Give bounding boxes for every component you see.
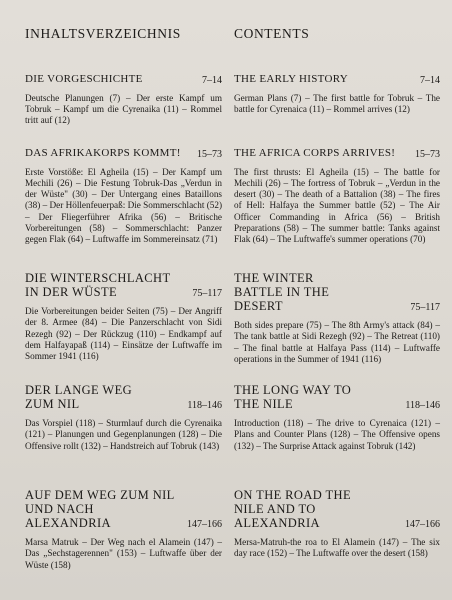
toc-entry — [234, 488, 440, 560]
toc-entry-pages: 118–146 — [405, 400, 440, 411]
toc-entry — [234, 147, 440, 246]
english-column — [234, 0, 440, 600]
toc-entry-title: DER LANGE WEG ZUM NIL — [25, 383, 133, 411]
toc-entry — [25, 383, 222, 452]
toc-entry-body: Mersa-Matruh-the roa to El Alamein (147) – The six day race (152) – The Luftwaffe over the desert (158) — [234, 537, 440, 559]
toc-entry-body: The first thrusts: El Agheila (15) – The battle for Mechili (26) – The fortress of Tobruk – „Verdun in the desert (30) – The death of a Battalion (38) – The fires of Hell: Halfaya the Summer battle (52) – The Air Officer Commanding in Africa (56) – British Preparations (58) – The summer battle: Tanks against Flak (64) – The Luftwaffe's summer operations (70) — [234, 166, 440, 245]
toc-entry-pages: 147–166 — [405, 519, 440, 530]
toc-entry-pages: 147–166 — [187, 519, 222, 530]
toc-entry-pages: 7–14 — [202, 74, 222, 86]
toc-entry-body: Marsa Matruk – Der Weg nach el Alamein (147) – Das „Sechstagerennen" (153) – Luftwaffe über der Wüste (158) — [25, 537, 222, 570]
toc-entry-pages: 75–117 — [410, 302, 440, 313]
toc-entry-body: Die Vorbereitungen beider Seiten (75) – Der Angriff der 8. Armee (84) – Die Panzerschlacht von Sidi Rezegh (92) – Der Rückzug (110) – Endkampf auf dem Halfayapaß (114) – Einsätze der Luftwaffe im Sommer 1941 (116) — [25, 306, 222, 362]
toc-entry — [25, 488, 222, 571]
toc-entry-title: THE WINTER BATTLE IN THE DESERT — [234, 271, 330, 313]
toc-entry-pages: 75–117 — [192, 288, 222, 299]
toc-entry-title: DIE WINTERSCHLACHT IN DER WÜSTE — [25, 271, 171, 299]
toc-entry — [234, 271, 440, 365]
toc-entry-title: ON THE ROAD THE NILE AND TO ALEXANDRIA — [234, 488, 351, 530]
toc-entry — [234, 383, 440, 452]
toc-entry-body: Deutsche Planungen (7) – Der erste Kampf um Tobruk – Kampf um die Cyrenaika (11) – Rommel tritt auf (12) — [25, 92, 222, 126]
toc-entry-body: Das Vorspiel (118) – Sturmlauf durch die Cyrenaika (121) – Planungen und Gegenplanungen (128) – Die Offensive rollt (132) – Handstreich auf Tobruk (143) — [25, 418, 222, 451]
german-heading: INHALTSVERZEICHNIS — [25, 26, 181, 41]
toc-entry-pages: 118–146 — [187, 400, 222, 411]
toc-entry-body: Erste Vorstöße: El Agheila (15) – Der Kampf um Mechili (26) – Die Festung Tobruk-Das „Verdun in der Wüste" (30) – Der Untergang eines Bataillons (38) – Der Höllenfeuerpaß: Die Sommerschlacht (52) – Der Fliegerführer Afrika (56) – Britische Vorbereitungen (58) – Sommerschlacht: Panzer gegen Flak (64) – Luftwaffe im Sommereinsatz (71) — [25, 166, 222, 245]
toc-entry-pages: 7–14 — [420, 74, 440, 86]
german-column — [25, 0, 222, 600]
toc-entry-title: AUF DEM WEG ZUM NIL UND NACH ALEXANDRIA — [25, 488, 175, 530]
toc-entry-pages: 15–73 — [197, 148, 222, 160]
toc-entry-title: THE EARLY HISTORY — [234, 73, 348, 85]
toc-entry-title: THE AFRICA CORPS ARRIVES! — [234, 147, 396, 159]
toc-entry-title: THE LONG WAY TO THE NILE — [234, 383, 352, 411]
toc-entry — [234, 73, 440, 115]
toc-entry — [25, 147, 222, 246]
toc-entry-body: Both sides prepare (75) – The 8th Army's attack (84) – The tank battle at Sidi Rezegh (92) – The Retreat (110) – The final battle at Halfaya Pass (114) – Luftwaffe operations in the Summer of 1941 (116) — [234, 320, 440, 364]
toc-entry-title: DIE VORGESCHICHTE — [25, 73, 143, 85]
toc-entry-body: German Plans (7) – The first battle for Tobruk – The battle for Cyrenaica (11) – Rommel arrives (12) — [234, 92, 440, 114]
toc-entry — [25, 73, 222, 126]
english-heading: CONTENTS — [234, 26, 310, 41]
toc-entry-pages: 15–73 — [415, 148, 440, 160]
toc-entry — [25, 271, 222, 362]
toc-entry-body: Introduction (118) – The drive to Cyrenaica (121) – Plans and Counter Plans (128) – The Offensive opens (132) – The Surprise Attack against Tobruk (142) — [234, 418, 440, 451]
toc-entry-title: DAS AFRIKAKORPS KOMMT! — [25, 147, 181, 159]
